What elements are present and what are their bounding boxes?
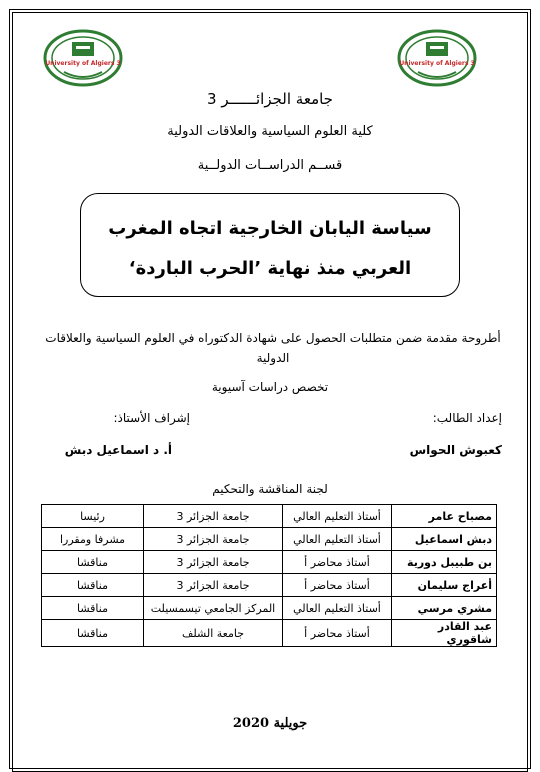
member-rank: أستاذ محاضر أ [283, 551, 392, 574]
member-role: رئيسا [42, 505, 144, 528]
thesis-title-box [80, 193, 460, 297]
department-name: قســم الدراســات الدولــية [197, 158, 343, 173]
supervisor-name: أ. د اسماعيل دبش [64, 443, 172, 457]
thesis-statement: أطروحة مقدمة ضمن متطلبات الحصول على شهادة الدكتوراه في العلوم السياسية والعلاقات الدولية [45, 331, 501, 365]
specialization: تخصص دراسات آسيوية [211, 380, 329, 394]
member-institution: جامعة الشلف [144, 620, 283, 647]
university-logo-left [42, 28, 124, 88]
member-institution: جامعة الجزائر 3 [144, 574, 283, 597]
thesis-title-line-1: سياسة اليابان الخارجية اتجاه المغرب [108, 218, 432, 239]
member-rank: أستاذ التعليم العالي [283, 505, 392, 528]
university-name: جامعة الجزائــــــر 3 [207, 90, 333, 108]
member-rank: أستاذ التعليم العالي [283, 528, 392, 551]
member-name: أعراج سليمان [392, 574, 497, 597]
student-label: إعداد الطالب: [432, 411, 502, 425]
faculty-name: كلية العلوم السياسية والعلاقات الدولية [167, 124, 373, 139]
committee-table [41, 504, 497, 647]
member-role: مناقشا [42, 620, 144, 647]
logo-text-right: University of Algiers 3 [399, 60, 475, 67]
member-rank: أستاذ التعليم العالي [283, 597, 392, 620]
university-logo-right [396, 28, 478, 88]
table-row [42, 551, 497, 574]
member-role: مناقشا [42, 597, 144, 620]
logo-text-left: University of Algiers 3 [45, 60, 121, 67]
submission-date: جويلية 2020 [232, 716, 308, 731]
student-name: كعبوش الحواس [409, 443, 502, 457]
table-row [42, 528, 497, 551]
member-name: مشري مرسي [392, 597, 497, 620]
member-name: دبش اسماعيل [392, 528, 497, 551]
member-institution: جامعة الجزائر 3 [144, 551, 283, 574]
table-row [42, 620, 497, 647]
table-row [42, 505, 497, 528]
member-name: عبد القادر شاقوري [392, 620, 497, 647]
table-row [42, 597, 497, 620]
member-rank: أستاذ محاضر أ [283, 574, 392, 597]
table-row [42, 574, 497, 597]
member-role: مناقشا [42, 551, 144, 574]
member-role: مشرفا ومقررا [42, 528, 144, 551]
thesis-title-line-2: العربي منذ نهاية ’الحرب الباردة‘ [128, 258, 412, 279]
member-name: مصباح عامر [392, 505, 497, 528]
member-institution: المركز الجامعي تيسمسيلت [144, 597, 283, 620]
member-institution: جامعة الجزائر 3 [144, 505, 283, 528]
member-name: بن طبيبل دورية [392, 551, 497, 574]
member-rank: أستاذ محاضر أ [283, 620, 392, 647]
member-role: مناقشا [42, 574, 144, 597]
supervisor-label: إشراف الأستاذ: [113, 411, 190, 425]
committee-title: لجنة المناقشة والتحكيم [212, 482, 328, 496]
member-institution: جامعة الجزائر 3 [144, 528, 283, 551]
